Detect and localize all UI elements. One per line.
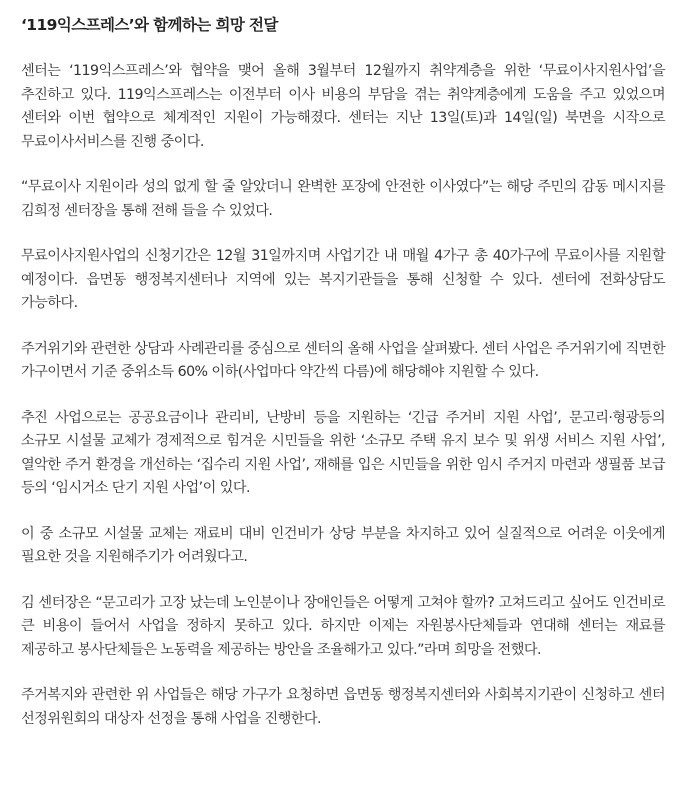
article-paragraph: 추진 사업으로는 공공요금이나 관리비, 난방비 등을 지원하는 ‘긴급 주거비 지원 사업’, 문고리·형광등의 소규모 시설물 교체가 경제적으로 힘겨운 시민들을 위한 ‘소규모 주택 유지 보수 및 위생 서비스 지원 사업’, 열악한 주거 환경을 개선하는 ‘집수리 지원 사업’, 재해를 입은 시민들을 위한 임시 주거지 마련과 생필품 보급 등의 ‘임시거소 단기 지원 사업’이 있다.	[21, 409, 665, 496]
article-heading: ‘119익스프레스’와 함께하는 희망 전달	[21, 16, 278, 34]
article-paragraph: 센터는 ‘119익스프레스’와 협약을 맺어 올해 3월부터 12월까지 취약계층을 위한 ‘무료이사지원사업’을 추진하고 있다. 119익스프레스는 이전부터 이사 비용의 부담을 겪는 취약계층에게 도움을 주고 있었으며 센터와 이번 협약으로 체계적인 지원이 가능해졌다. 센터는 지난 13일(토)과 14일(일) 북면을 시작으로 무료이사서비스를 진행 중이다.	[21, 63, 665, 150]
article-paragraph: “무료이사 지원이라 성의 없게 할 줄 알았더니 완벽한 포장에 안전한 이사였다”는 해당 주민의 감동 메시지를 김희정 센터장을 통해 전해 들을 수 있었다.	[21, 179, 665, 219]
article-paragraph: 이 중 소규모 시설물 교체는 재료비 대비 인건비가 상당 부분을 차지하고 있어 실질적으로 어려운 이웃에게 필요한 것을 지원해주기가 어려웠다고.	[21, 525, 665, 565]
article-paragraph: 무료이사지원사업의 신청기간은 12월 31일까지며 사업기간 내 매월 4가구 총 40가구에 무료이사를 지원할 예정이다. 읍면동 행정복지센터나 지역에 있는 복지기관들을 통해 신청할 수 있다. 센터에 전화상담도 가능하다.	[21, 248, 665, 311]
article-paragraph: 김 센터장은 “문고리가 고장 났는데 노인분이나 장애인들은 어떻게 고쳐야 할까? 고쳐드리고 싶어도 인건비로 큰 비용이 들어서 사업을 정하지 못하고 있다. 하지만 이제는 자원봉사단체들과 연대해 센터는 재료를 제공하고 봉사단체들은 노동력을 제공하는 방안을 조율해가고 있다.”라며 희망을 전했다.	[21, 594, 665, 658]
article-paragraph: 주거복지와 관련한 위 사업들은 해당 가구가 요청하면 읍면동 행정복지센터와 사회복지기관이 신청하고 센터 선정위원회의 대상자 선정을 통해 사업을 진행한다.	[21, 687, 665, 727]
article-paragraph: 주거위기와 관련한 상담과 사례관리를 중심으로 센터의 올해 사업을 살펴봤다. 센터 사업은 주거위기에 직면한 가구이면서 기준 중위소득 60% 이하(사업마다 약간씩 다름)에 해당해야 지원할 수 있다.	[21, 340, 665, 380]
